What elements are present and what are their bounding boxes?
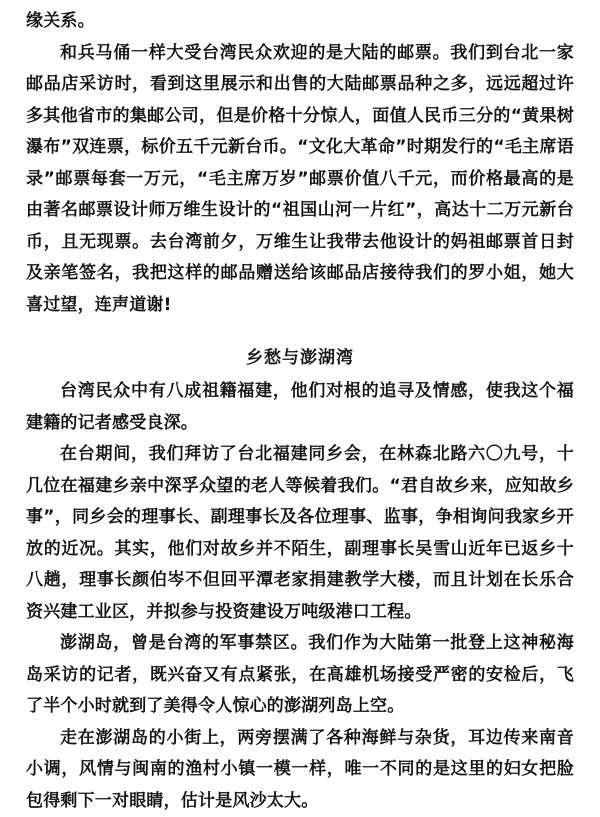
opening-fragment: 缘关系。 <box>26 6 574 38</box>
paragraph-penghu-street: 走在澎湖岛的小街上，两旁摆满了各种海鲜与杂货，耳边传来南音小调，风情与闽南的渔村小镇一模一样，唯一不同的是这里的妇女把脸包得剩下一对眼睛，估计是风沙太大。 <box>26 723 574 817</box>
section-title: 乡愁与澎湖湾 <box>26 343 574 374</box>
paragraph-fujian-ancestry: 台湾民众中有八成祖籍福建，他们对根的追寻及情感，使我这个福建籍的记者感受良深。 <box>26 376 574 439</box>
paragraph-stamps: 和兵马俑一样大受台湾民众欢迎的是大陆的邮票。我们到台北一家邮品店采访时，看到这里展示和出售的大陆邮票品种之多，远远超过许多其他省市的集邮公司，但是价格十分惊人，面值人民币三分的“黄果树瀑布”双连票，标价五千元新台币。“文化大革命”时期发行的“毛主席语录”邮票每套一万元，“毛主席万岁”邮票价值八千元，而价格最高的是由著名邮票设计师万维生设计的“祖国山河一片红”，高达十二万元新台币，且无现票。去台湾前夕，万维生让我带去他设计的妈祖邮票首日封及亲笔签名，我把这样的邮品赠送给该邮品店接待我们的罗小姐，她大喜过望，连声道谢! <box>26 38 574 322</box>
paragraph-penghu-island: 澎湖岛，曾是台湾的军事禁区。我们作为大陆第一批登上这神秘海岛采访的记者，既兴奋又有点紧张，在高雄机场接受严密的安检后，飞了半个小时就到了美得令人惊心的澎湖列岛上空。 <box>26 628 574 723</box>
paragraph-fujian-association: 在台期间，我们拜访了台北福建同乡会，在林森北路六〇九号，十几位在福建乡亲中深孚众望的老人等候着我们。“君自故乡来，应知故乡事”，同乡会的理事长、副理事长及各位理事、监事，争相询问我家乡开放的近况。其实，他们对故乡并不陌生，副理事长吴雪山近年已返乡十八趟，理事长颜伯岑不但回平潭老家捐建教学大楼，而且计划在长乐合资兴建工业区，并拟参与投资建设万吨级港口工程。 <box>26 439 574 628</box>
